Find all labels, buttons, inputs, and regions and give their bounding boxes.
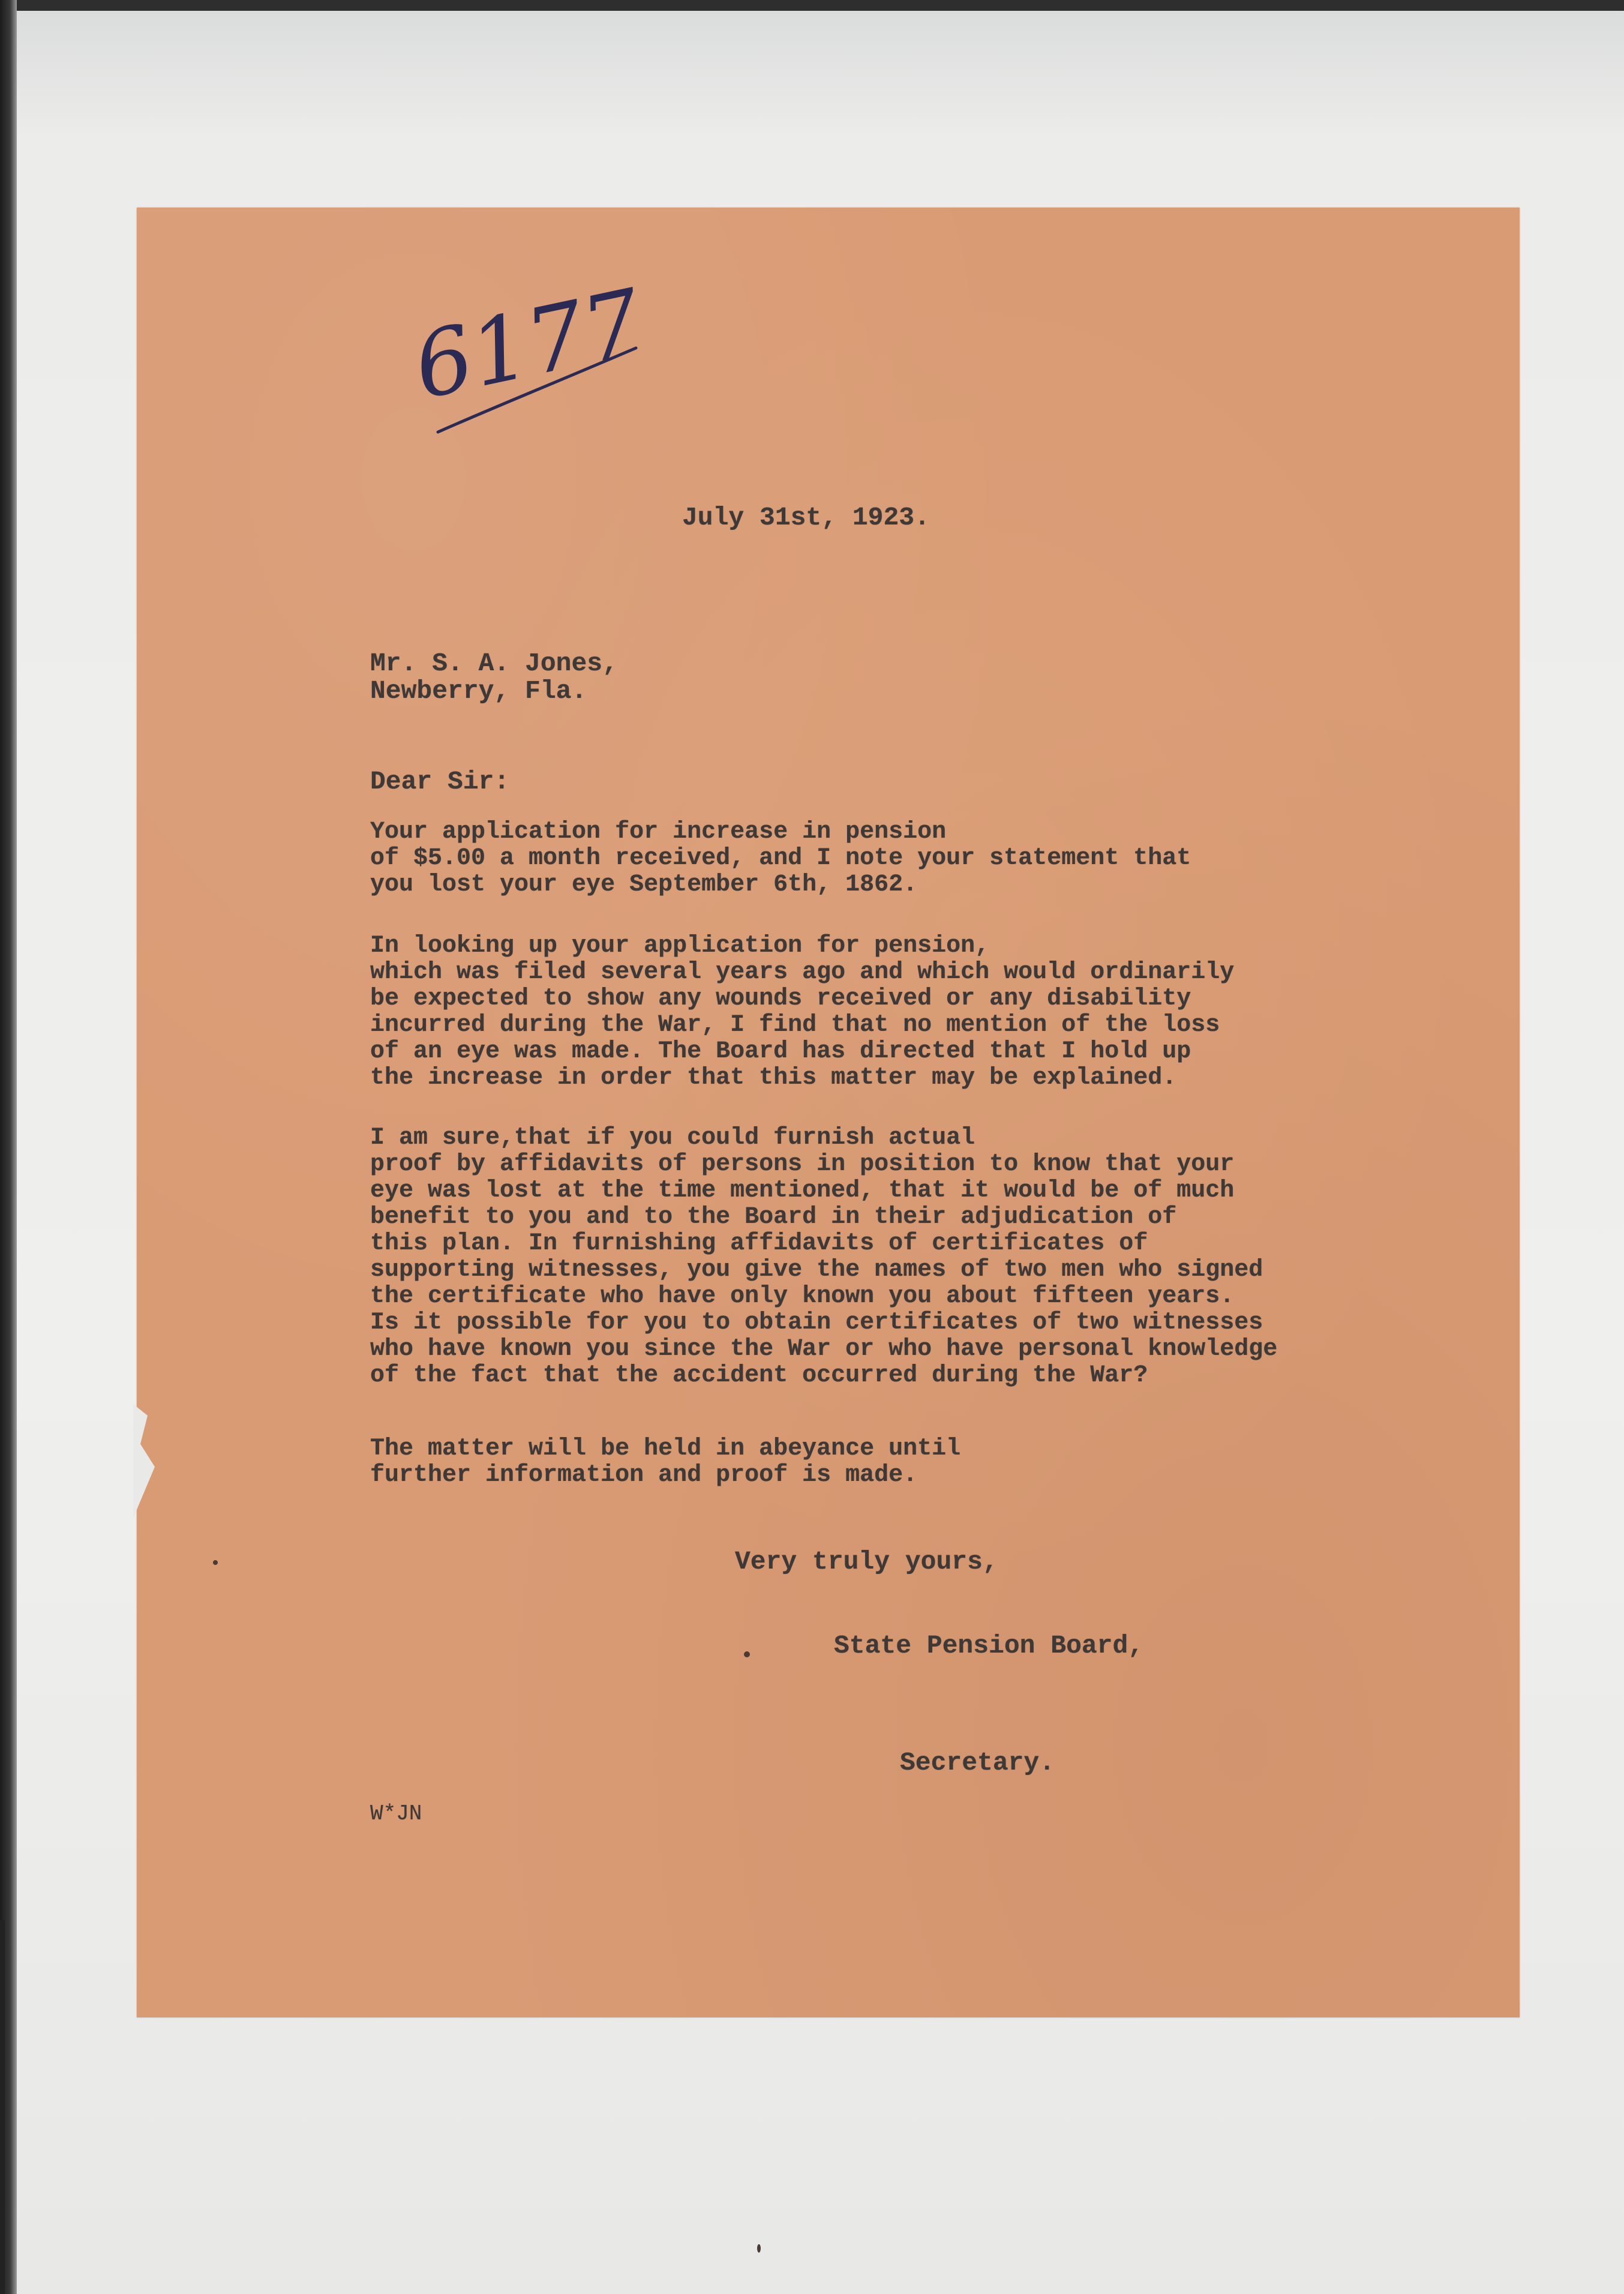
scan-edge-top [0,0,1624,11]
organization: State Pension Board, [834,1631,1144,1660]
salutation: Dear Sir: [370,767,510,796]
paragraph-4: The matter will be held in abeyance until further information and proof is made. [370,1435,961,1489]
letter-date: July 31st, 1923. [682,503,930,532]
paper-speck [744,1651,750,1657]
paragraph-1: Your application for increase in pension of $5.00 a month received, and I note your statement that you lost your eye September 6th, 1862. [370,818,1191,898]
signature-title: Secretary. [900,1748,1055,1777]
recipient-name: Mr. S. A. Jones, [370,649,618,678]
scan-edge-left-lower [0,1920,5,2294]
paragraph-2: In looking up your application for pension, which was filed several years ago and which would ordinarily be expected to show any wounds received or any disability incurred during the War, I find that no mention of the loss of an eye was made. The Board has directed that I hold up the increase in order that this matter may be explained. [370,932,1235,1091]
typist-initials: W*JN [370,1801,422,1826]
recipient-place: Newberry, Fla. [370,676,587,706]
letter-sheet [137,208,1520,2017]
handwritten-annotation [396,252,648,444]
paper-speck [757,2244,761,2253]
paper-speck [213,1560,218,1565]
closing: Very truly yours, [735,1547,998,1576]
paragraph-3: I am sure,that if you could furnish actual proof by affidavits of persons in position to know that your eye was lost at the time mentioned, that it would be of much benefit to you and to the Board in their adjudication of this plan. In furnishing affidavits of certificates of supporting witnesses, you give the names of two men who signed the certificate who have only known you about fifteen years. Is it possible for you to obtain certificates of two witnesses who have known you since the War or who have personal knowledge of the fact that the accident occurred during the War? [370,1124,1278,1389]
handwritten-annotation-svg [396,252,648,444]
annotation-number: 6177 [405,269,648,420]
